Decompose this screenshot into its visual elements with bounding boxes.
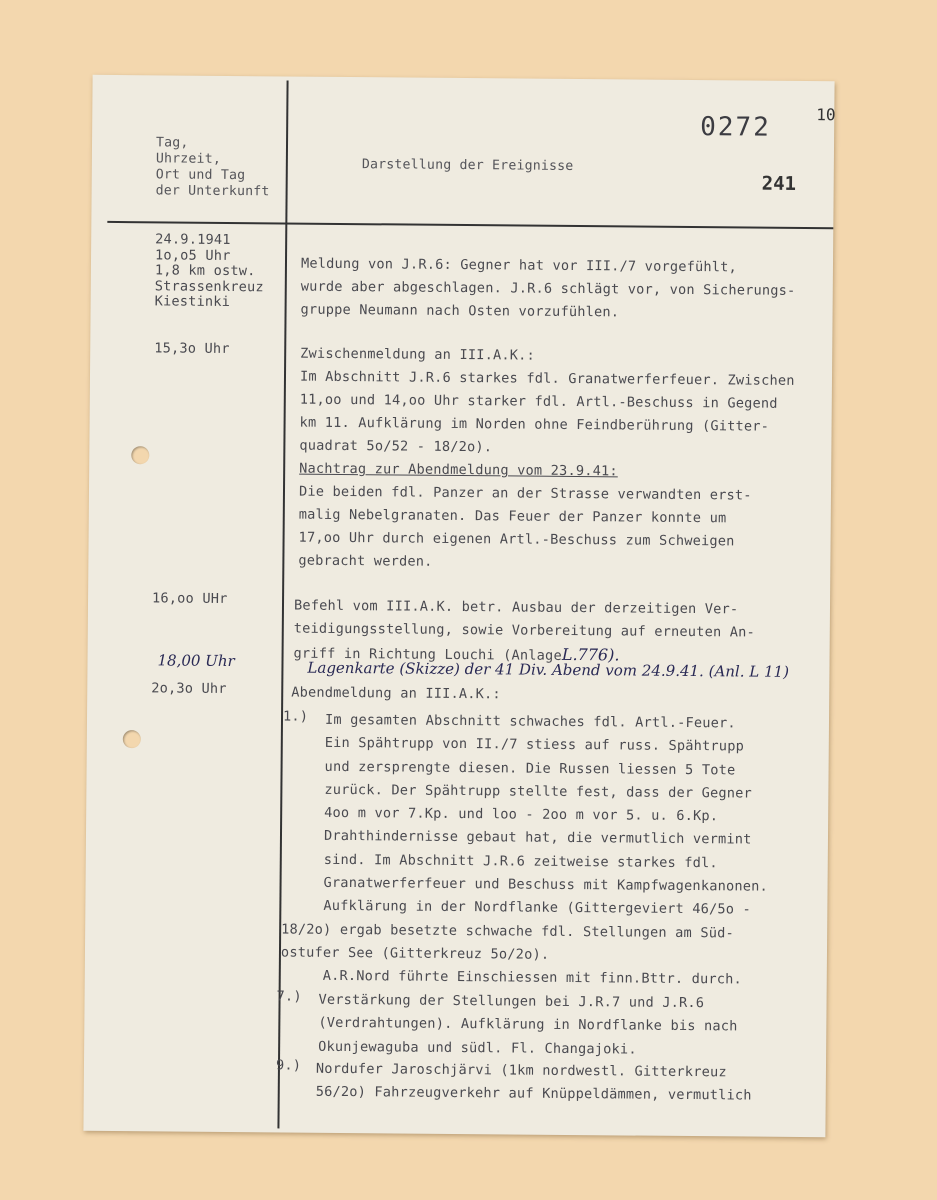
page-number: 241 [761, 172, 797, 195]
column-divider [277, 80, 288, 1128]
header-left-labels [156, 135, 271, 200]
entry-2-line: Zwischenmeldung an III.A.K.: [300, 345, 536, 364]
entry-2-line: Im Abschnitt J.R.6 starkes fdl. Granatwerferfeuer. Zwischen [299, 368, 795, 389]
item-1-line: und zersprengte diesen. Die Russen liessen 5 Tote [324, 758, 736, 779]
entry-1-text [300, 253, 795, 326]
item-1-line: Im gesamten Abschnitt schwaches fdl. Artl.-Feuer. [324, 711, 736, 732]
handwritten-time: 18,00 Uhr [157, 651, 235, 671]
header-label-tag: Tag, [155, 135, 189, 151]
entry-3-line: teidigungsstellung, sowie Vorbereitung auf erneuten An- [293, 620, 755, 641]
entry-2-time: 15,3o Uhr [154, 340, 230, 357]
entry-2-line: km 11. Aufklärung im Norden ohne Feindberührung (Gitter- [299, 414, 770, 435]
entry-4-time: 2o,3o Uhr [151, 680, 227, 697]
item-1-line: Ein Spähtrupp von II./7 stiess auf russ. Spähtrupp [324, 735, 745, 755]
header-label-ort: Ort und Tag [155, 167, 246, 184]
item-7-line: Okunjewaguba und südl. Fl. Changajoki. [318, 1038, 637, 1058]
archive-stamp-number: 0272 [700, 112, 771, 143]
entry-4-item-7 [318, 989, 738, 1063]
entry-1-place-1: 1,8 km ostw. [154, 262, 256, 280]
entry-1-line: gruppe Neumann nach Osten vorzufühlen. [300, 301, 620, 321]
item-number: 7.) [276, 988, 302, 1005]
item-1-line: zurück. Der Spähtrupp stellte fest, dass der Gegner [324, 781, 753, 802]
handwritten-entry-text: Lagenkarte (Skizze) der 41 Div. Abend vom 24.9.41. (Anl. L 11) [307, 658, 790, 681]
entry-3-handwritten-annex: L.776). [561, 644, 620, 665]
entry-3-time: 16,oo UHr [151, 590, 228, 607]
item-number: 1.) [282, 708, 309, 725]
item-1-line: A.R.Nord führte Einschiessen mit finn.Bttr. durch. [322, 968, 743, 988]
item-9-line: Nordufer Jaroschjärvi (1km nordwestl. Gitterkreuz [315, 1060, 727, 1081]
entry-1-line: Meldung von J.R.6: Gegner hat vor III./7 vorgefühlt, [300, 255, 738, 276]
entry-4-title: Abendmeldung an III.A.K.: [291, 684, 501, 703]
entry-1-place-2: Strassenkreuz [154, 277, 264, 295]
item-1-line: Aufklärung in der Nordflanke (Gittergeviert 46/5o - [323, 898, 752, 918]
entry-4-item-9 [316, 1058, 752, 1108]
item-1-line: sind. Im Abschnitt J.R.6 zeitweise starkes fdl. [323, 851, 718, 872]
punch-hole-top [131, 446, 149, 464]
item-1-line: 4oo m vor 7.Kp. und loo - 2oo m vor 5. u. 6.Kp. [324, 805, 719, 825]
item-1-line: Drahthindernisse gebaut hat, die vermutlich vermint [323, 828, 752, 849]
entry-1-left [155, 232, 265, 310]
entry-2-text [298, 343, 795, 577]
item-1-line: 18/2o) ergab besetzte schwache fdl. Stellungen am Süd- [281, 921, 734, 942]
item-1-line: ostufer See (Gitterkreuz 5o/2o). [280, 944, 550, 963]
entry-1-time: 1o,o5 Uhr [154, 246, 231, 264]
entry-2-line: quadrat 5o/52 - 18/2o). [299, 437, 493, 456]
entry-2-line: gebracht werden. [298, 552, 433, 570]
document-page [83, 75, 834, 1137]
entry-2-line: Die beiden fdl. Panzer an der Strasse verwandten erst- [298, 483, 752, 504]
entry-1-date: 24.9.1941 [155, 231, 231, 248]
item-7-line: (Verdrahtungen). Aufklärung in Nordflanke bis nach [318, 1015, 738, 1035]
sheet-number: 10 [816, 105, 836, 125]
item-1-line: Granatwerferfeuer und Beschuss mit Kampfwagenkanonen. [323, 874, 768, 895]
entry-2-line: malig Nebelgranaten. Das Feuer der Panzer konnte um [298, 506, 727, 527]
header-rule [107, 221, 833, 229]
header-label-uhrzeit: Uhrzeit, [155, 151, 222, 167]
item-7-line: Verstärkung der Stellungen bei J.R.7 und J.R.6 [318, 991, 705, 1012]
header-label-unterkunft: der Unterkunft [155, 183, 270, 200]
item-number: 9.) [275, 1057, 302, 1074]
entry-1-line: wurde aber abgeschlagen. J.R.6 schlägt vor, von Sicherungs- [300, 278, 796, 299]
entry-2-line: 11,oo und 14,oo Uhr starker fdl. Artl.-Beschuss in Gegend [299, 391, 778, 412]
entry-3-line: Befehl vom III.A.K. betr. Ausbau der derzeitigen Ver- [293, 597, 739, 618]
entry-2-nachtrag-heading: Nachtrag zur Abendmeldung vom 23.9.41: [299, 460, 618, 480]
entry-1-place-3: Kiestinki [154, 293, 231, 310]
entry-3-line: griff in Richtung Louchi (Anlage [293, 645, 562, 664]
entry-2-line: 17,oo Uhr durch eigenen Artl.-Beschuss zum Schweigen [298, 529, 735, 550]
header-column-title: Darstellung der Ereignisse [361, 157, 574, 174]
entry-4-item-1 [280, 709, 770, 992]
item-9-line: 56/2o) Fahrzeugverkehr auf Knüppeldämmen, vermutlich [315, 1084, 752, 1104]
punch-hole-bottom [123, 730, 141, 748]
